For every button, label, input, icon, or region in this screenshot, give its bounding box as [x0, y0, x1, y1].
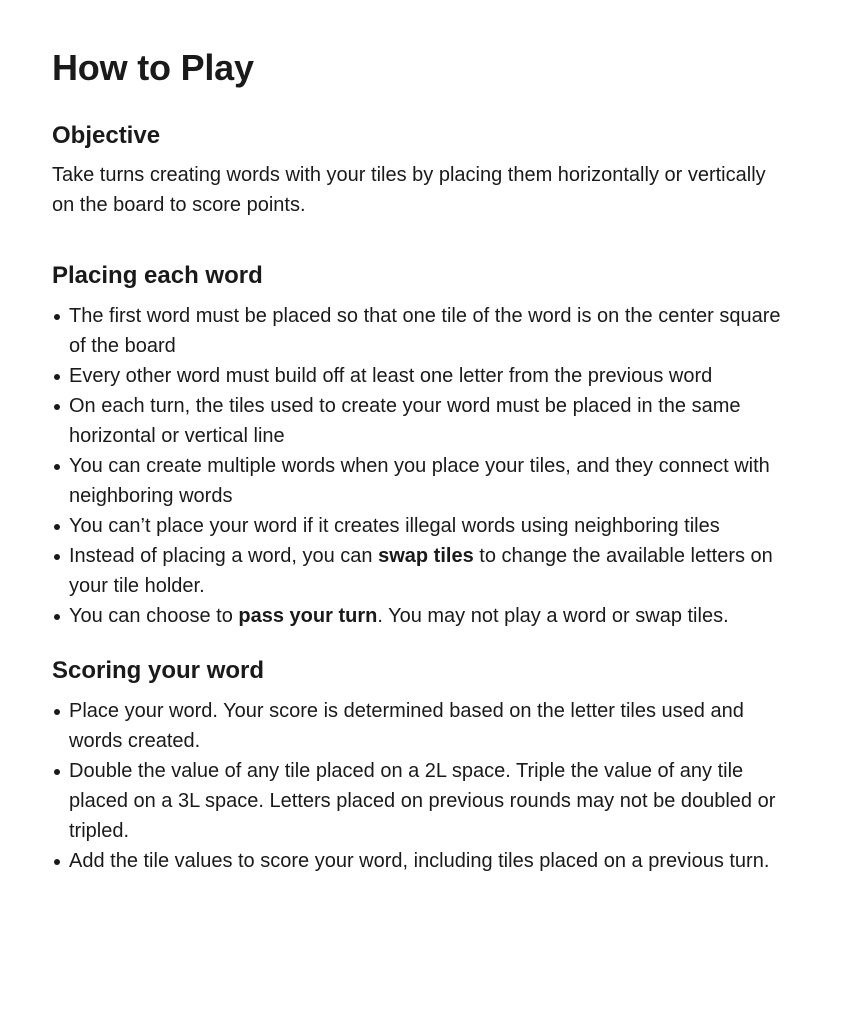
pass-text-before: You can choose to [69, 605, 239, 627]
placing-rule-same-line: On each turn, the tiles used to create your word must be placed in the same horizontal or vertical line [52, 391, 791, 451]
placing-rule-multiple-words: You can create multiple words when you place your tiles, and they connect with neighboring words [52, 451, 791, 511]
scoring-rules-list [52, 696, 789, 876]
swap-text-after: to change the available letters on your tile holder. [69, 545, 773, 597]
swap-text-before: Instead of placing a word, you can [69, 545, 379, 567]
swap-tiles-emphasis: swap tiles [378, 545, 474, 567]
placing-rule-pass-turn [52, 601, 791, 631]
placing-rules-list [52, 301, 789, 631]
placing-rule-illegal-words: You can’t place your word if it creates illegal words using neighboring tiles [52, 511, 791, 541]
scoring-rule-add-values: Add the tile values to score your word, including tiles placed on a previous turn. [52, 846, 791, 876]
scoring-rule-multipliers: Double the value of any tile placed on a 2L space. Triple the value of any tile placed on a 3L space. Letters placed on previous rounds may not be doubled or tripled. [52, 756, 791, 846]
pass-turn-emphasis: pass your turn [238, 605, 378, 627]
objective-heading: Objective [52, 122, 161, 149]
placing-rule-swap-tiles [52, 541, 791, 601]
scoring-rule-place-word: Place your word. Your score is determined based on the letter tiles used and words created. [52, 696, 791, 756]
objective-text: Take turns creating words with your tiles by placing them horizontally or vertically on the board to score points. [52, 164, 766, 216]
scoring-heading: Scoring your word [52, 657, 265, 684]
placing-rule-first-word: The first word must be placed so that one tile of the word is on the center square of the board [52, 301, 791, 361]
placing-heading: Placing each word [52, 262, 263, 289]
placing-rule-build-off: Every other word must build off at least one letter from the previous word [52, 361, 791, 391]
pass-text-after: . You may not play a word or swap tiles. [377, 605, 729, 627]
page-title: How to Play [52, 47, 254, 88]
